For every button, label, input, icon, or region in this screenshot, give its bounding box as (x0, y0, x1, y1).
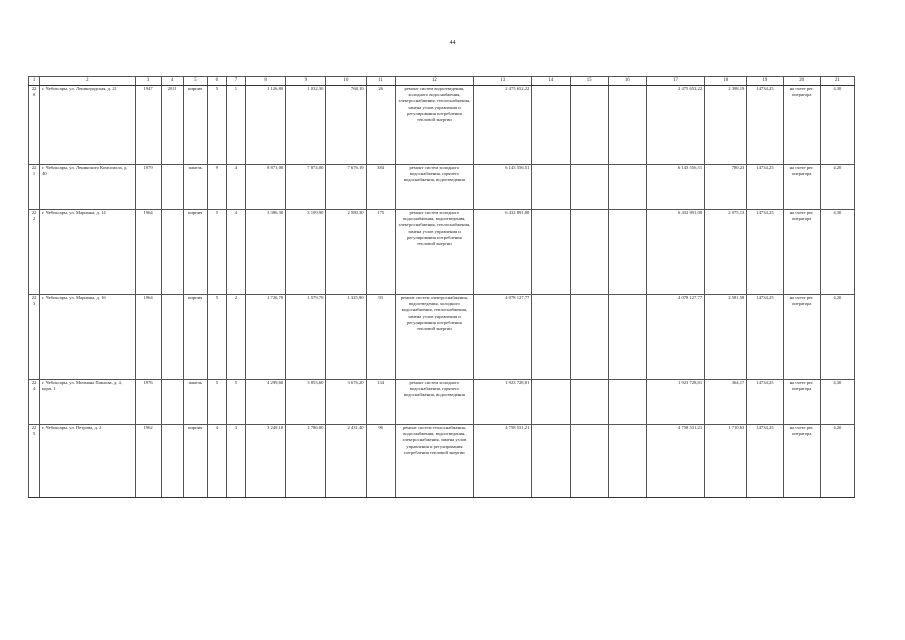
entrances-cell: 2 (226, 295, 245, 380)
year-renovated-cell (161, 210, 183, 295)
limit-cost-cell: 14734,25 (747, 210, 783, 295)
contribution-cell: 4,30 (820, 86, 854, 165)
total-area-cell: 8 871,00 (245, 165, 285, 210)
row-number: 224 (29, 380, 40, 425)
floors-cell: 5 (207, 295, 226, 380)
col16-cell (608, 165, 646, 210)
wall-material-cell: кирпич (183, 425, 207, 498)
owner-funds-cell: 2 475 652,22 (646, 86, 704, 165)
limit-cost-cell: 14734,25 (747, 165, 783, 210)
residents-cell: 93 (366, 295, 395, 380)
total-cost-cell: 6 143 556,51 (474, 165, 532, 210)
row-number: 223 (29, 295, 40, 380)
year-built-cell: 1979 (135, 165, 161, 210)
limit-cost-cell: 14734,25 (747, 425, 783, 498)
owner-funds-cell: 4 078 127,77 (646, 295, 704, 380)
fund-method-cell: на счете рег. оператора (783, 210, 820, 295)
owner-funds-cell: 4 758 531,21 (646, 425, 704, 498)
year-renovated-cell (161, 425, 183, 498)
year-built-cell: 1964 (135, 210, 161, 295)
table-header-row (29, 77, 855, 86)
year-renovated-cell (161, 165, 183, 210)
contribution-cell: 4,30 (820, 210, 854, 295)
total-area-cell: 1 126,80 (245, 86, 285, 165)
entrances-cell: 1 (226, 86, 245, 165)
contribution-cell: 4,20 (820, 165, 854, 210)
living-area-cell: 1 579,70 (286, 295, 326, 380)
header-cell: 9 (286, 77, 326, 86)
cost-per-m2-cell: 2 398,19 (705, 86, 747, 165)
header-cell: 8 (245, 77, 285, 86)
entrances-cell: 3 (226, 425, 245, 498)
residential-area-cell: 3 676,20 (326, 380, 366, 425)
col15-cell (570, 210, 608, 295)
fund-method-cell: на счете рег. оператора (783, 380, 820, 425)
year-renovated-cell (161, 380, 183, 425)
year-renovated-cell (161, 295, 183, 380)
header-cell: 15 (570, 77, 608, 86)
fund-method-cell: на счете рег. оператора (783, 86, 820, 165)
col15-cell (570, 295, 608, 380)
floors-cell: 5 (207, 86, 226, 165)
floors-cell: 9 (207, 165, 226, 210)
header-cell: 3 (135, 77, 161, 86)
col14-cell (532, 425, 570, 498)
total-cost-cell: 2 475 652,22 (474, 86, 532, 165)
header-cell: 7 (226, 77, 245, 86)
row-number: 225 (29, 425, 40, 498)
works-cell: ремонт систем электроснабжения, водоотведения, холодного водоснабжения, теплоснабжения, замена узлов управления и регулирования потребления тепловой энергии (395, 295, 473, 380)
col14-cell (532, 86, 570, 165)
header-cell: 6 (207, 77, 226, 86)
total-area-cell: 3 249,10 (245, 425, 285, 498)
owner-funds-cell: 6 143 556,51 (646, 165, 704, 210)
table-row (29, 425, 855, 498)
works-cell: ремонт систем холодного водоснабжения, горячего водоснабжения, водоотведения (395, 380, 473, 425)
col14-cell (532, 210, 570, 295)
total-cost-cell: 4 758 531,21 (474, 425, 532, 498)
residents-cell: 96 (366, 425, 395, 498)
header-cell: 17 (646, 77, 704, 86)
year-built-cell: 1947 (135, 86, 161, 165)
year-renovated-cell: 2011 (161, 86, 183, 165)
wall-material-cell: кирпич (183, 210, 207, 295)
col15-cell (570, 380, 608, 425)
row-number: 220 (29, 86, 40, 165)
works-cell: ремонт систем холодного водоснабжения, горячего водоснабжения, водоотведения (395, 165, 473, 210)
living-area-cell: 2 786,00 (286, 425, 326, 498)
header-cell: 5 (183, 77, 207, 86)
col16-cell (608, 86, 646, 165)
living-area-cell: 3 109,90 (286, 210, 326, 295)
address-cell: г. Чебоксары, ул. Мичмана Павлова, д. 4, корп. 1 (40, 380, 135, 425)
floors-cell: 5 (207, 210, 226, 295)
residents-cell: 384 (366, 165, 395, 210)
residents-cell: 26 (366, 86, 395, 165)
works-cell: ремонт систем водоотведения, холодного водоснабжения, электроснабжения, теплоснабжения, замена узлов управления и регулирования потребления тепловой энергии (395, 86, 473, 165)
header-cell: 12 (395, 77, 473, 86)
wall-material-cell: кирпич (183, 295, 207, 380)
year-built-cell: 1964 (135, 295, 161, 380)
col14-cell (532, 380, 570, 425)
entrances-cell: 5 (226, 380, 245, 425)
table-row (29, 210, 855, 295)
row-number: 222 (29, 210, 40, 295)
residents-cell: 175 (366, 210, 395, 295)
address-cell: г. Чебоксары, ул. Маршака, д. 14 (40, 210, 135, 295)
residential-area-cell: 1 325,90 (326, 295, 366, 380)
col16-cell (608, 425, 646, 498)
limit-cost-cell: 14734,25 (747, 86, 783, 165)
address-cell: г. Чебоксары, ул. Маршака, д. 16 (40, 295, 135, 380)
table-row (29, 86, 855, 165)
living-area-cell: 1 032,30 (286, 86, 326, 165)
housing-repair-table (28, 76, 855, 498)
header-cell: 18 (705, 77, 747, 86)
wall-material-cell: кирпич (183, 86, 207, 165)
limit-cost-cell: 14734,25 (747, 295, 783, 380)
col16-cell (608, 210, 646, 295)
total-area-cell: 1 726,70 (245, 295, 285, 380)
contribution-cell: 4,20 (820, 425, 854, 498)
limit-cost-cell: 14734,25 (747, 380, 783, 425)
residential-area-cell: 2 431,40 (326, 425, 366, 498)
owner-funds-cell: 6 432 891,08 (646, 210, 704, 295)
col15-cell (570, 165, 608, 210)
living-area-cell: 7 874,00 (286, 165, 326, 210)
col14-cell (532, 295, 570, 380)
residential-area-cell: 2 580,30 (326, 210, 366, 295)
address-cell: г. Чебоксары, ул. Ленинского Комсомола, д. 40 (40, 165, 135, 210)
cost-per-m2-cell: 1 710,63 (705, 425, 747, 498)
cost-per-m2-cell: 2 581,58 (705, 295, 747, 380)
entrances-cell: 4 (226, 165, 245, 210)
header-cell: 13 (474, 77, 532, 86)
header-cell: 20 (783, 77, 820, 86)
works-cell: ремонт систем холодного водоснабжения, водоотведения, электроснабжения, теплоснабжения, замена узлов управления и регулирования потребления тепловой энергии (395, 210, 473, 295)
header-cell: 1 (29, 77, 40, 86)
header-cell: 16 (608, 77, 646, 86)
address-cell: г. Чебоксары, ул. Ленинградская, д. 21 (40, 86, 135, 165)
cost-per-m2-cell: 2 075,13 (705, 210, 747, 295)
total-area-cell: 3 396,30 (245, 210, 285, 295)
total-cost-cell: 6 432 891,08 (474, 210, 532, 295)
header-cell: 11 (366, 77, 395, 86)
header-cell: 2 (40, 77, 135, 86)
table-row (29, 165, 855, 210)
owner-funds-cell: 1 923 728,81 (646, 380, 704, 425)
address-cell: г. Чебоксары, ул. Петрова, д. 2 (40, 425, 135, 498)
page-number: 44 (449, 40, 456, 46)
wall-material-cell: панель (183, 165, 207, 210)
contribution-cell: 4,20 (820, 295, 854, 380)
total-cost-cell: 1 923 728,81 (474, 380, 532, 425)
col16-cell (608, 295, 646, 380)
header-cell: 10 (326, 77, 366, 86)
header-cell: 21 (820, 77, 854, 86)
year-built-cell: 1976 (135, 380, 161, 425)
year-built-cell: 1962 (135, 425, 161, 498)
total-area-cell: 4 299,60 (245, 380, 285, 425)
cost-per-m2-cell: 780,23 (705, 165, 747, 210)
works-cell: ремонт систем теплоснабжения, водоснабжения, водоотведения, электроснабжения, замена узлов управления и регулирования потребления тепловой энергии (395, 425, 473, 498)
col15-cell (570, 425, 608, 498)
fund-method-cell: на счете рег. оператора (783, 295, 820, 380)
cost-per-m2-cell: 364,17 (705, 380, 747, 425)
table-row (29, 380, 855, 425)
fund-method-cell: на счете рег. оператора (783, 425, 820, 498)
floors-cell: 4 (207, 425, 226, 498)
row-number: 221 (29, 165, 40, 210)
residential-area-cell: 768,10 (326, 86, 366, 165)
header-cell: 14 (532, 77, 570, 86)
residents-cell: 134 (366, 380, 395, 425)
table-row (29, 295, 855, 380)
total-cost-cell: 4 078 127,77 (474, 295, 532, 380)
floors-cell: 5 (207, 380, 226, 425)
wall-material-cell: панель (183, 380, 207, 425)
col15-cell (570, 86, 608, 165)
contribution-cell: 4,30 (820, 380, 854, 425)
col16-cell (608, 380, 646, 425)
living-area-cell: 3 853,60 (286, 380, 326, 425)
header-cell: 19 (747, 77, 783, 86)
col14-cell (532, 165, 570, 210)
residential-area-cell: 7 676,19 (326, 165, 366, 210)
fund-method-cell: на счете рег. оператора (783, 165, 820, 210)
header-cell: 4 (161, 77, 183, 86)
entrances-cell: 4 (226, 210, 245, 295)
